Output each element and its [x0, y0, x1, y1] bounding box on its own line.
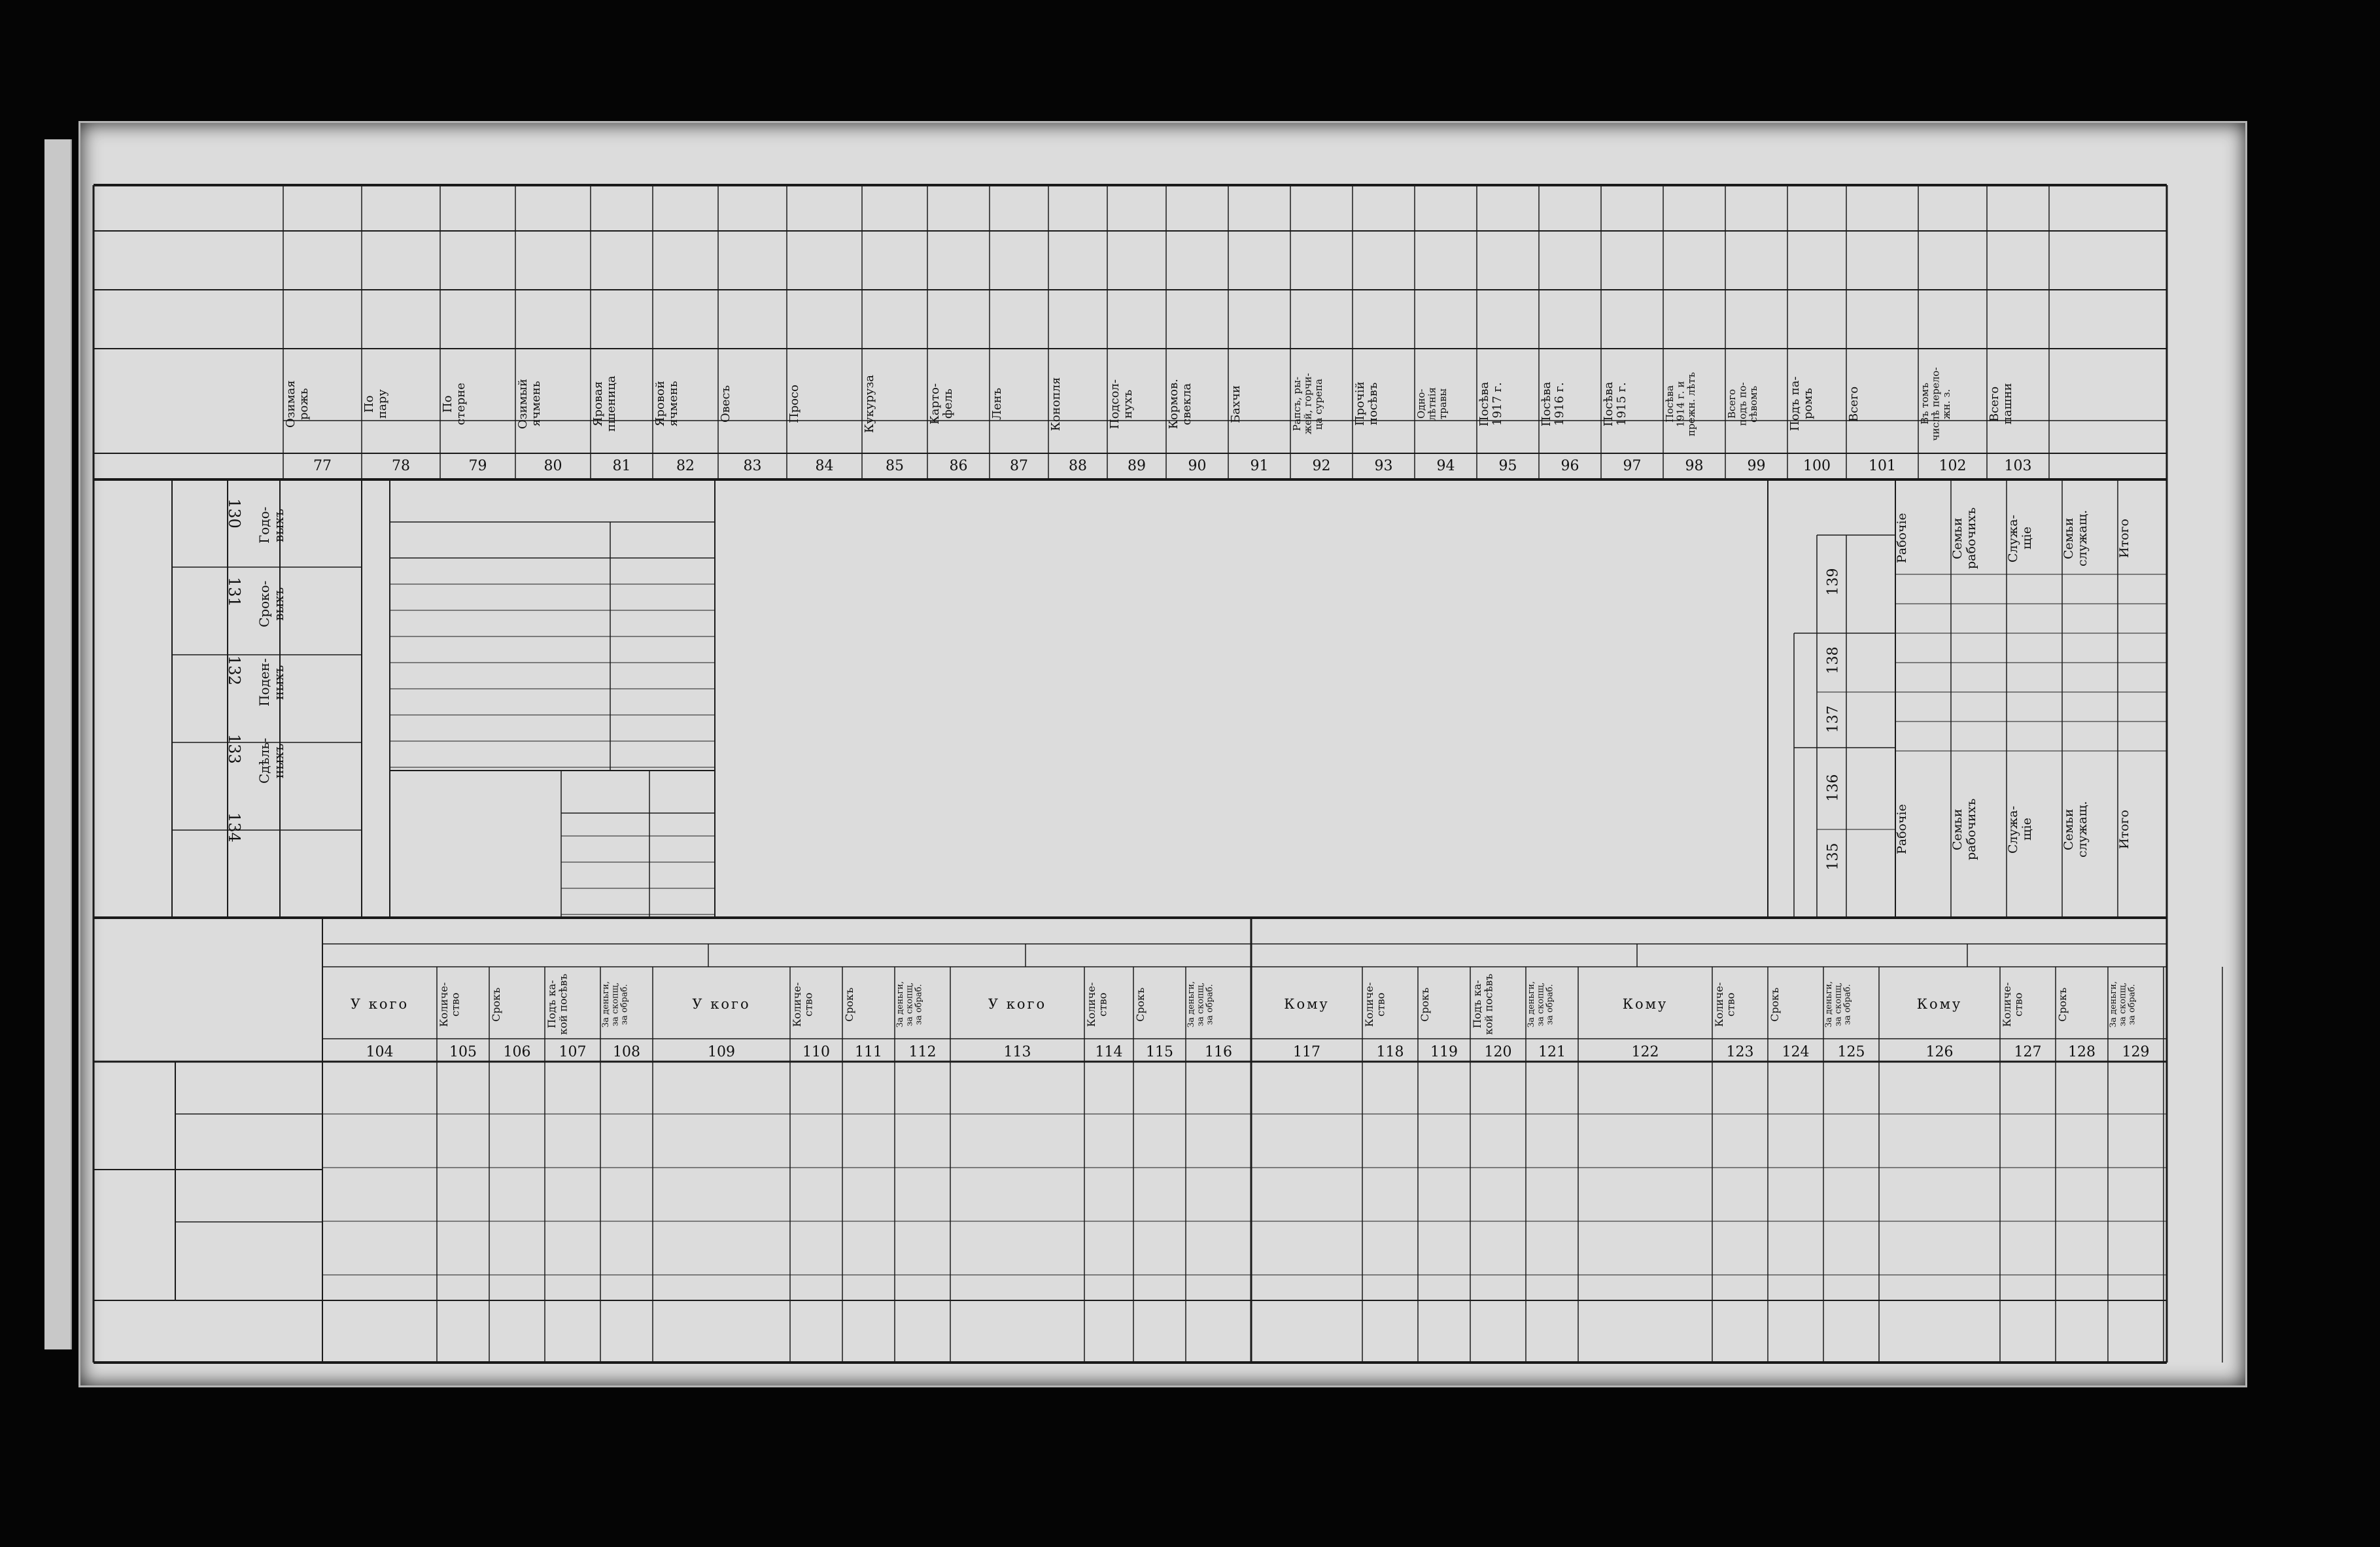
lease-num-129: 129 [2122, 1044, 2150, 1060]
crop-header-96: Посѣва 1916 г. [1540, 381, 1566, 426]
workers-num-132: 132 [225, 655, 243, 686]
right-col-top-0: Рабочіе [1895, 513, 1909, 564]
lease-header-121: За деньги, за скопщ, за обраб. [1526, 981, 1555, 1028]
population-title [1709, 496, 1761, 888]
lease-header-108: За деньги, за скопщ, за обраб. [601, 981, 630, 1028]
population-num-136: 136 [1825, 774, 1842, 802]
lease-header-119: Срокъ [1419, 987, 1431, 1022]
lease-header-128: Срокъ [2056, 987, 2069, 1022]
lease-header-122: Кому [1622, 996, 1668, 1012]
lease-num-110: 110 [802, 1044, 830, 1060]
crop-header-87: Ленъ [990, 387, 1004, 421]
crop-num-99: 99 [1747, 458, 1766, 474]
lease-header-111: Срокъ [843, 987, 855, 1022]
population-num-135: 135 [1825, 843, 1842, 871]
crop-header-100: Подъ па- ромъ [1788, 376, 1815, 432]
lease-num-105: 105 [449, 1044, 477, 1060]
crop-num-84: 84 [815, 458, 834, 474]
crop-num-92: 92 [1312, 458, 1331, 474]
workers-num-134: 134 [225, 812, 243, 843]
lease-num-115: 115 [1146, 1044, 1173, 1060]
population-men-total [1794, 833, 1819, 885]
right-col-bottom-1: Семьи рабочихъ [1950, 798, 1978, 861]
crop-header-83: Овесъ [719, 385, 733, 423]
crop-header-103: Всего пашни [1988, 383, 2014, 425]
right-col-bottom-2: Служа- щіе [2006, 805, 2034, 854]
crop-num-81: 81 [612, 458, 631, 474]
lease-num-128: 128 [2068, 1044, 2095, 1060]
crop-header-81: Яровая пшеница [591, 375, 618, 432]
lease-num-106: 106 [503, 1044, 531, 1060]
population-num-137: 137 [1825, 705, 1842, 733]
crop-header-89: Подсол- нухъ [1108, 379, 1135, 429]
crop-num-86: 86 [949, 458, 968, 474]
lease-header-104: У кого [350, 996, 409, 1012]
workers-label-130: Годо- выхъ [256, 506, 286, 544]
lease-num-118: 118 [1376, 1044, 1404, 1060]
crop-header-88: Конопля [1049, 377, 1063, 431]
crop-num-80: 80 [543, 458, 562, 474]
crop-header-94: Одно- лѣтнія травы [1415, 387, 1449, 421]
crop-num-97: 97 [1623, 458, 1642, 474]
workers-label-133: Сдѣль- ныхъ [256, 737, 286, 784]
lease-header-110: Количе- ство [791, 982, 815, 1027]
lease-num-109: 109 [708, 1044, 735, 1060]
lease-num-107: 107 [559, 1044, 587, 1060]
lease-num-112: 112 [908, 1044, 937, 1060]
lease-num-125: 125 [1837, 1044, 1865, 1060]
workers-num-131: 131 [225, 577, 243, 607]
crop-header-85: Кукуруза [863, 374, 876, 434]
crop-header-92: Рапсъ, ры- жей, горчи- ца сурепа [1291, 373, 1324, 435]
crop-num-79: 79 [468, 458, 487, 474]
crop-header-101: Всего [1847, 386, 1861, 422]
right-col-bottom-0: Рабочіе [1895, 804, 1909, 855]
lease-header-113: У кого [988, 996, 1047, 1012]
lease-num-117: 117 [1293, 1044, 1320, 1060]
crop-header-99: Всего подъ по- сѣвомъ [1726, 382, 1759, 426]
crop-num-95: 95 [1498, 458, 1517, 474]
lease-header-105: Количе- ство [438, 982, 462, 1027]
lease-num-114: 114 [1095, 1044, 1123, 1060]
lease-num-111: 111 [855, 1044, 882, 1060]
right-col-top-4: Итого [2117, 519, 2131, 558]
crop-num-94: 94 [1436, 458, 1455, 474]
lease-header-114: Количе- ство [1085, 982, 1109, 1027]
lease-header-117: Кому [1284, 996, 1330, 1012]
crop-header-80: Озимый ячмень [516, 379, 543, 429]
lease-header-124: Срокъ [1768, 987, 1781, 1022]
lease-header-107: Подъ ка- кой посѣвъ [545, 973, 570, 1035]
lease-header-109: У кого [692, 996, 751, 1012]
lease-header-123: Количе- ство [1713, 982, 1737, 1027]
lease-num-126: 126 [1925, 1044, 1954, 1060]
lease-header-125: За деньги, за скопщ, за обраб. [1824, 981, 1853, 1028]
crop-num-91: 91 [1250, 458, 1269, 474]
lease-num-108: 108 [613, 1044, 640, 1060]
crop-num-98: 98 [1685, 458, 1704, 474]
crop-num-93: 93 [1374, 458, 1393, 474]
crop-num-90: 90 [1188, 458, 1207, 474]
lease-header-120: Подъ ка- кой посѣвъ [1471, 973, 1495, 1035]
lease-header-116: За деньги, за скопщ, за обраб. [1186, 981, 1215, 1028]
lease-header-127: Количе- ство [2001, 982, 2025, 1027]
form-sheet [78, 121, 2247, 1387]
crop-header-93: Прочій посѣвъ [1353, 381, 1380, 426]
crop-num-100: 100 [1803, 458, 1831, 474]
crop-header-98: Посѣва 1914 г. и прежн. лѣтъ [1664, 372, 1697, 436]
lease-num-119: 119 [1430, 1044, 1458, 1060]
workers-label-131: Сроко- выхъ [256, 580, 286, 627]
lease-num-123: 123 [1726, 1044, 1754, 1060]
crop-header-90: Кормов. свекла [1167, 379, 1194, 429]
lease-header-129: За деньги, за скопщ, за обраб. [2109, 981, 2137, 1028]
crop-num-85: 85 [886, 458, 904, 474]
population-num-138: 138 [1825, 646, 1842, 674]
population-men [1772, 754, 1794, 885]
lease-num-122: 122 [1631, 1044, 1659, 1060]
right-col-bottom-3: Семьи служащ. [2061, 801, 2090, 858]
crop-num-89: 89 [1128, 458, 1146, 474]
lease-num-113: 113 [1003, 1044, 1031, 1060]
crop-num-77: 77 [313, 458, 332, 474]
crop-header-82: Яровой ячмень [653, 381, 680, 427]
right-col-top-3: Семьи служащ. [2061, 510, 2090, 567]
crop-num-102: 102 [1939, 458, 1967, 474]
population-women [1772, 628, 1794, 752]
lease-header-115: Срокъ [1134, 987, 1147, 1022]
workers-num-133: 133 [225, 734, 243, 764]
population-women-total [1794, 695, 1819, 748]
lease-header-118: Количе- ство [1363, 982, 1387, 1027]
lease-header-126: Кому [1916, 996, 1963, 1012]
crop-num-87: 87 [1010, 458, 1028, 474]
crop-num-101: 101 [1869, 458, 1896, 474]
lease-num-120: 120 [1484, 1044, 1512, 1060]
crop-header-78: По пару [362, 389, 389, 419]
crop-header-95: Посѣва 1917 г. [1477, 381, 1504, 426]
crop-num-83: 83 [743, 458, 762, 474]
crop-header-86: Карто- фель [928, 383, 955, 425]
crop-header-79: По стерне [441, 383, 468, 425]
lease-num-116: 116 [1205, 1044, 1232, 1060]
lease-header-106: Срокъ [490, 987, 502, 1022]
crop-header-102: Въ томъ числѣ перело- жн. з. [1919, 367, 1952, 441]
lease-num-104: 104 [366, 1044, 394, 1060]
workers-num-130: 130 [225, 498, 243, 529]
crop-num-82: 82 [676, 458, 695, 474]
hired-workers-question [363, 486, 422, 878]
crop-num-103: 103 [2004, 458, 2032, 474]
lease-num-127: 127 [2014, 1044, 2042, 1060]
crop-header-84: Просо [787, 385, 801, 423]
lease-num-121: 121 [1538, 1044, 1566, 1060]
crop-header-97: Посѣва 1915 г. [1602, 381, 1629, 426]
right-col-top-2: Служа- щіе [2006, 514, 2034, 563]
right-col-top-1: Семьи рабочихъ [1950, 507, 1978, 570]
right-col-bottom-4: Итого [2117, 810, 2131, 849]
population-both [1794, 542, 1819, 627]
lease-num-124: 124 [1782, 1044, 1810, 1060]
population-men-work [1794, 751, 1819, 829]
lease-header-112: За деньги, за скопщ, за обраб. [895, 981, 924, 1028]
crop-num-78: 78 [392, 458, 410, 474]
crop-num-88: 88 [1069, 458, 1087, 474]
crop-num-96: 96 [1561, 458, 1579, 474]
crop-header-91: Бахчи [1229, 385, 1243, 423]
population-num-139: 139 [1825, 568, 1842, 596]
lease-group-vne [129, 1199, 175, 1323]
crop-header-77: Озимая рожь [284, 380, 311, 428]
workers-label-132: Поден- ныхъ [256, 658, 286, 706]
population-women-work [1794, 630, 1819, 695]
